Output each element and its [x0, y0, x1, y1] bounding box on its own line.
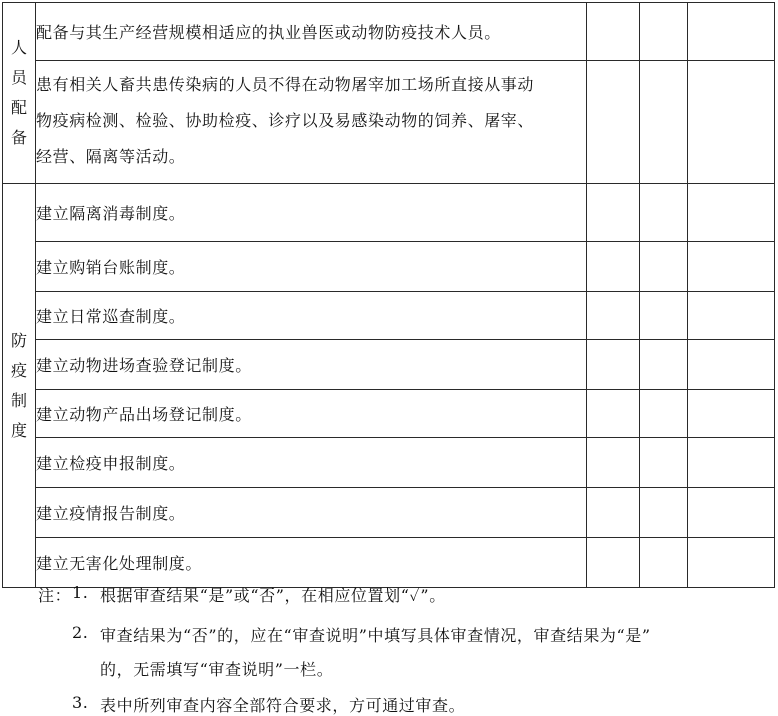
table-row — [3, 61, 775, 184]
table-row — [3, 488, 775, 538]
review-item: 建立购销台账制度。 — [36, 242, 587, 292]
category-char: 人 — [10, 38, 27, 57]
result-yes-cell[interactable] — [587, 438, 640, 488]
review-note-cell[interactable] — [688, 390, 775, 438]
review-item: 建立疫情报告制度。 — [36, 488, 587, 538]
review-item-line: 患有相关人畜共患传染病的人员不得在动物屠宰加工场所直接从事动 — [36, 75, 535, 94]
result-yes-cell[interactable] — [587, 390, 640, 438]
result-yes-cell[interactable] — [587, 242, 640, 292]
review-item — [36, 61, 587, 184]
result-no-cell[interactable] — [640, 390, 688, 438]
review-note-cell[interactable] — [688, 292, 775, 340]
note-number: 3. — [72, 693, 89, 712]
table-row — [3, 538, 775, 588]
review-item: 建立日常巡查制度。 — [36, 292, 587, 340]
result-yes-cell[interactable] — [587, 488, 640, 538]
table-row — [3, 242, 775, 292]
table-row — [3, 340, 775, 390]
category-char: 制 — [10, 390, 27, 410]
category-char: 度 — [10, 420, 27, 440]
result-yes-cell[interactable] — [587, 61, 640, 184]
table-row — [3, 438, 775, 488]
result-no-cell[interactable] — [640, 242, 688, 292]
review-note-cell[interactable] — [688, 184, 775, 242]
note-number: 1. — [72, 583, 89, 602]
review-item: 建立动物产品出场登记制度。 — [36, 390, 587, 438]
result-yes-cell[interactable] — [587, 340, 640, 390]
category-cell-personnel — [3, 3, 36, 184]
table-row — [3, 3, 775, 61]
review-item-line: 物疫病检测、检验、协助检疫、诊疗以及易感染动物的饲养、屠宰、 — [36, 111, 535, 130]
note-text-continued: 的，无需填写“审查说明”一栏。 — [100, 660, 334, 679]
result-yes-cell[interactable] — [587, 538, 640, 588]
review-note-cell[interactable] — [688, 340, 775, 390]
review-note-cell[interactable] — [688, 488, 775, 538]
result-no-cell[interactable] — [640, 340, 688, 390]
category-char: 员 — [10, 68, 27, 87]
review-item-line: 经营、隔离等活动。 — [36, 147, 186, 166]
note-number: 2. — [72, 623, 89, 642]
review-item: 配备与其生产经营规模相适应的执业兽医或动物防疫技术人员。 — [36, 3, 587, 61]
result-no-cell[interactable] — [640, 3, 688, 61]
category-char: 疫 — [10, 360, 27, 380]
review-item: 建立动物进场查验登记制度。 — [36, 340, 587, 390]
note-text: 表中所列审查内容全部符合要求，方可通过审查。 — [100, 696, 466, 715]
table-row — [3, 292, 775, 340]
category-char: 配 — [10, 98, 27, 117]
result-no-cell[interactable] — [640, 538, 688, 588]
result-yes-cell[interactable] — [587, 184, 640, 242]
category-char: 防 — [10, 330, 27, 350]
result-no-cell[interactable] — [640, 61, 688, 184]
review-note-cell[interactable] — [688, 61, 775, 184]
review-note-cell[interactable] — [688, 242, 775, 292]
note-text: 审查结果为“否”的，应在“审查说明”中填写具体审查情况，审查结果为“是” — [100, 626, 651, 645]
review-item: 建立隔离消毒制度。 — [36, 184, 587, 242]
review-note-cell[interactable] — [688, 3, 775, 61]
category-cell-prevention — [3, 184, 36, 588]
result-yes-cell[interactable] — [587, 3, 640, 61]
review-table — [2, 2, 775, 588]
review-note-cell[interactable] — [688, 538, 775, 588]
review-item: 建立无害化处理制度。 — [36, 538, 587, 588]
result-no-cell[interactable] — [640, 292, 688, 340]
result-no-cell[interactable] — [640, 184, 688, 242]
review-note-cell[interactable] — [688, 438, 775, 488]
result-no-cell[interactable] — [640, 488, 688, 538]
category-char: 备 — [10, 128, 27, 147]
result-yes-cell[interactable] — [587, 292, 640, 340]
table-row — [3, 184, 775, 242]
note-text: 根据审查结果“是”或“否”，在相应位置划“✓”。 — [100, 586, 446, 605]
notes-prefix: 注： — [38, 586, 72, 605]
review-item: 建立检疫申报制度。 — [36, 438, 587, 488]
result-no-cell[interactable] — [640, 438, 688, 488]
table-row — [3, 390, 775, 438]
